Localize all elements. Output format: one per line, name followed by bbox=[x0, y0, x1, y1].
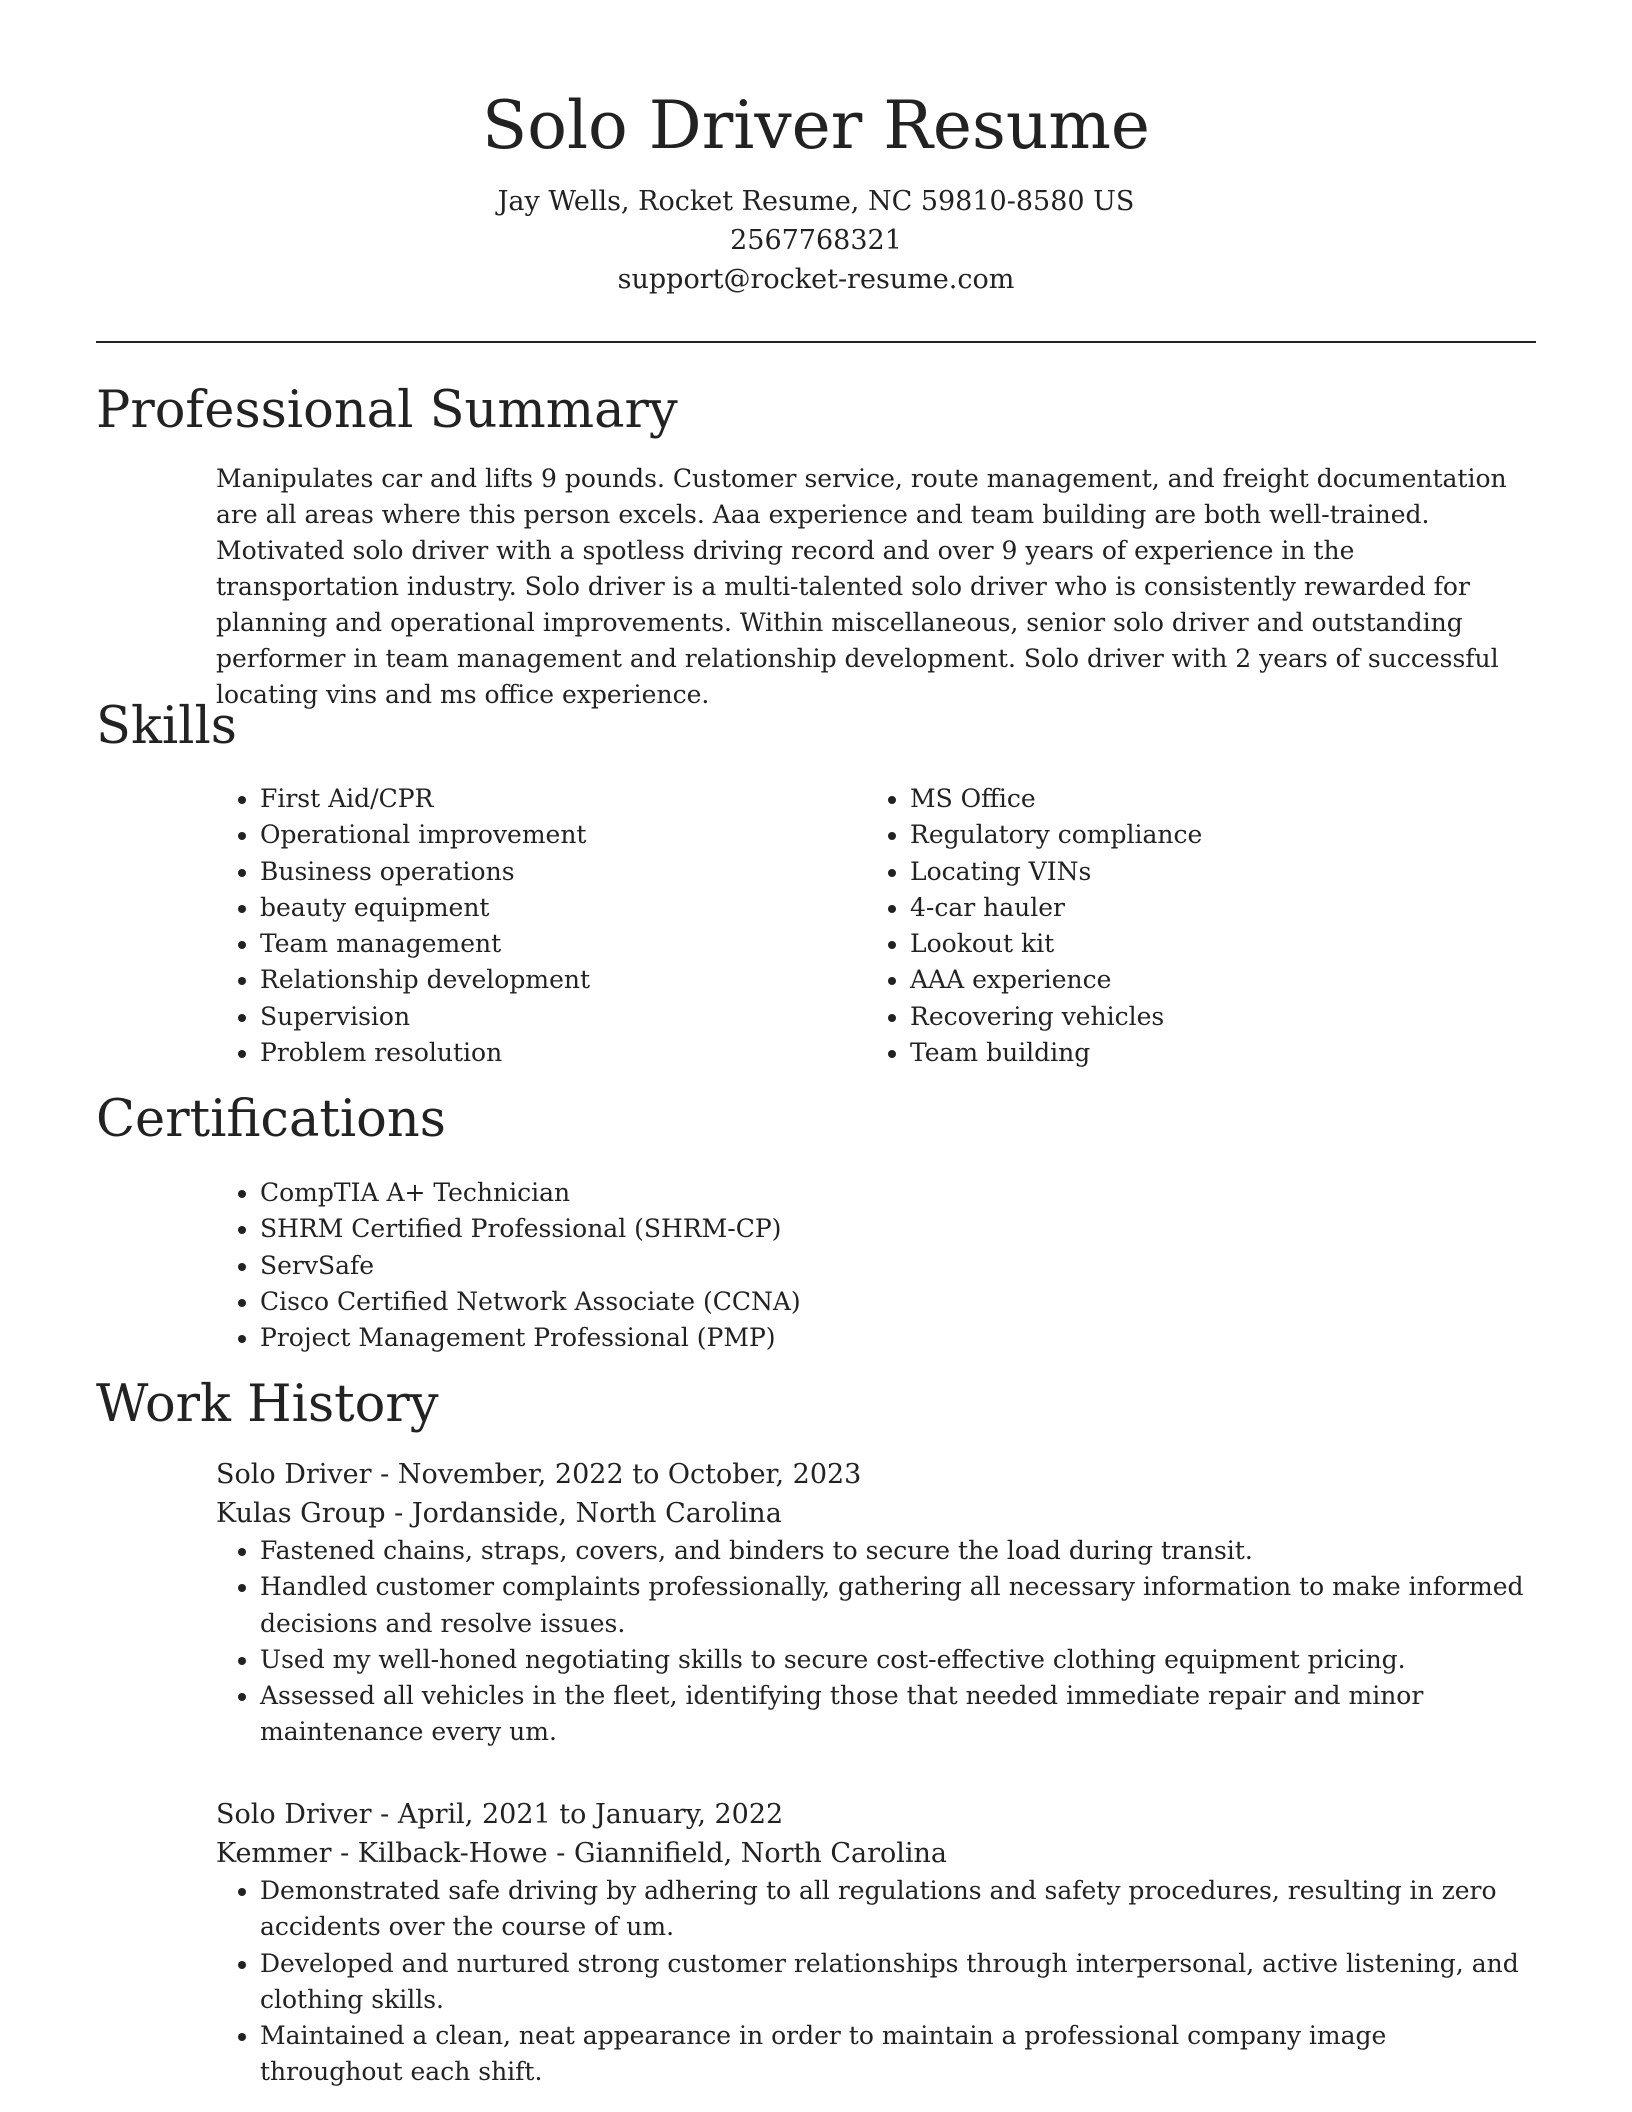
job-duty-item: • Assessed all vehicles in the fleet, identifying those that needed immediate repair and minor maintenance every um. bbox=[260, 1678, 1536, 1751]
skill-item: • Team management bbox=[260, 926, 900, 962]
skill-item: • Supervision bbox=[260, 999, 900, 1035]
job-role: Solo Driver bbox=[216, 1459, 372, 1490]
certification-item: • ServSafe bbox=[260, 1248, 1572, 1284]
job-company-line bbox=[216, 1834, 1536, 1873]
contact-phone: 2567768321 bbox=[730, 225, 902, 256]
skills-list-left bbox=[216, 781, 900, 1071]
skills-heading: Skills bbox=[96, 697, 237, 756]
job-duties-list bbox=[216, 1873, 1536, 2091]
summary-heading: Professional Summary bbox=[96, 381, 678, 440]
certifications-list bbox=[216, 1175, 1572, 1356]
job-duty-item: • Maintained a clean, neat appearance in order to maintain a professional company image throughout each shift. bbox=[260, 2018, 1536, 2091]
resume-title: Solo Driver Resume bbox=[482, 87, 1150, 164]
certification-item: • Project Management Professional (PMP) bbox=[260, 1320, 1572, 1356]
skill-item: • Regulatory compliance bbox=[910, 817, 1550, 853]
skill-item: • Recovering vehicles bbox=[910, 999, 1550, 1035]
skill-item: • Problem resolution bbox=[260, 1035, 900, 1071]
work-history-heading: Work History bbox=[96, 1375, 439, 1434]
skill-item: • First Aid/CPR bbox=[260, 781, 900, 817]
skill-item: • Team building bbox=[910, 1035, 1550, 1071]
summary-text: Manipulates car and lifts 9 pounds. Customer service, route management, and freight documentation are all areas where this person excels. Aaa experience and team building are both well-trained. Motivated solo driver with a spotless driving record and over 9 years of experience in the transportation industry. Solo driver is a multi-talented solo driver who is consistently rewarded for planning and operational improvements. Within miscellaneous, senior solo driver and outstanding performer in team management and relationship development. Solo driver with 2 years of successful locating vins and ms office experience. bbox=[216, 464, 1507, 709]
job-duty-item: • Fastened chains, straps, covers, and binders to secure the load during transit. bbox=[260, 1533, 1536, 1569]
skills-list-right bbox=[866, 781, 1550, 1071]
job-entry bbox=[216, 1795, 1536, 2091]
contact-address: Jay Wells, Rocket Resume, NC 59810-8580 US bbox=[497, 186, 1135, 217]
skill-item: • Relationship development bbox=[260, 962, 900, 998]
job-title-line bbox=[216, 1795, 1536, 1834]
job-entry bbox=[216, 1455, 1536, 1751]
skill-item: • 4-car hauler bbox=[910, 890, 1550, 926]
job-company: Kemmer - Kilback-Howe bbox=[216, 1838, 548, 1869]
job-duties-list bbox=[216, 1533, 1536, 1751]
skill-item: • Business operations bbox=[260, 854, 900, 890]
job-dates: - November, 2022 to October, 2023 bbox=[371, 1459, 862, 1490]
job-duty-item: • Handled customer complaints professionally, gathering all necessary information to make informed decisions and resolve issues. bbox=[260, 1569, 1536, 1642]
certification-item: • CompTIA A+ Technician bbox=[260, 1175, 1572, 1211]
job-duty-item: • Used my well-honed negotiating skills to secure cost-effective clothing equipment pricing. bbox=[260, 1642, 1536, 1678]
skill-item: • MS Office bbox=[910, 781, 1550, 817]
job-duty-item: • Demonstrated safe driving by adhering to all regulations and safety procedures, resulting in zero accidents over the course of um. bbox=[260, 1873, 1536, 1946]
certification-item: • Cisco Certified Network Associate (CCNA) bbox=[260, 1284, 1572, 1320]
skill-item: • AAA experience bbox=[910, 962, 1550, 998]
skill-item: • Lookout kit bbox=[910, 926, 1550, 962]
job-location: - Jordanside, North Carolina bbox=[385, 1498, 782, 1529]
resume-header bbox=[96, 82, 1536, 299]
certification-item: • SHRM Certified Professional (SHRM-CP) bbox=[260, 1211, 1572, 1247]
contact-info bbox=[96, 182, 1536, 299]
job-role: Solo Driver bbox=[216, 1799, 372, 1830]
job-company: Kulas Group bbox=[216, 1498, 386, 1529]
header-divider bbox=[96, 341, 1536, 343]
skill-item: • Operational improvement bbox=[260, 817, 900, 853]
skill-item: • beauty equipment bbox=[260, 890, 900, 926]
skill-item: • Locating VINs bbox=[910, 854, 1550, 890]
job-duty-item: • Developed and nurtured strong customer relationships through interpersonal, active listening, and clothing skills. bbox=[260, 1946, 1536, 2019]
certifications-heading: Certifications bbox=[96, 1090, 446, 1149]
contact-email: support@rocket-resume.com bbox=[617, 264, 1015, 295]
job-dates: - April, 2021 to January, 2022 bbox=[371, 1799, 784, 1830]
job-location: - Giannifield, North Carolina bbox=[547, 1838, 948, 1869]
job-company-line bbox=[216, 1494, 1536, 1533]
job-title-line bbox=[216, 1455, 1536, 1494]
